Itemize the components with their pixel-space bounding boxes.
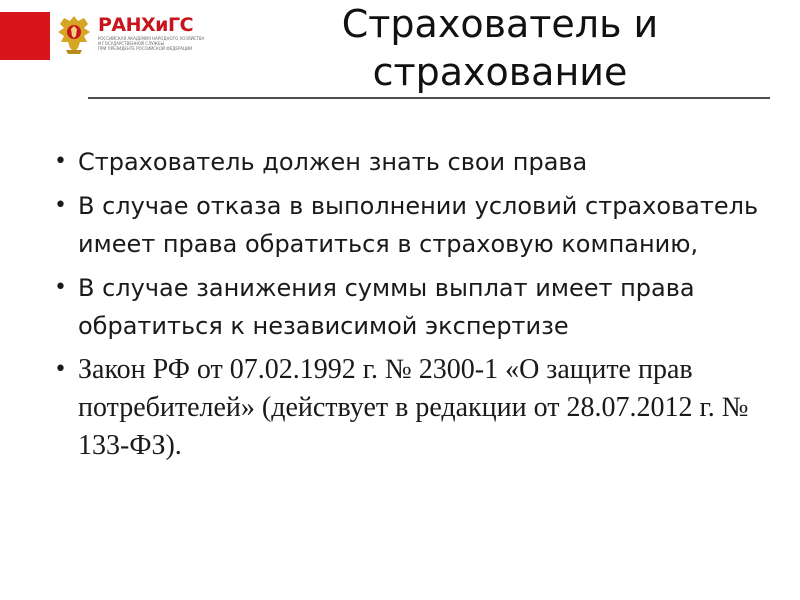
bullet-dot: • — [54, 193, 67, 218]
bullet-item — [54, 269, 774, 345]
logo-name: РАНХиГС — [98, 14, 194, 36]
eagle-emblem-icon — [54, 12, 94, 56]
logo-subtitle-line: ПРИ ПРЕЗИДЕНТЕ РОССИЙСКОЙ ФЕДЕРАЦИИ — [98, 46, 193, 51]
bullet-item — [54, 351, 774, 465]
logo-subtitle-line: И ГОСУДАРСТВЕННОЙ СЛУЖБЫ — [98, 41, 165, 46]
logo-subtitle-line: РОССИЙСКАЯ АКАДЕМИЯ НАРОДНОГО ХОЗЯЙСТВА — [98, 36, 205, 41]
title-line: страхование — [372, 50, 628, 94]
title-underline — [88, 97, 770, 99]
logo — [98, 14, 208, 51]
red-accent-bar — [0, 12, 50, 60]
title-line: Страхователь и — [341, 2, 659, 46]
bullet-text: Страхователь должен знать свои права — [78, 148, 588, 176]
bullet-text: Закон РФ от 07.02.1992 г. № 2300-1 «О защите прав потребителей» (действует в редакции от 28.07.2012 г. № 133-ФЗ). — [78, 354, 749, 461]
bullet-item — [54, 143, 774, 181]
bullet-text: В случае занижения суммы выплат имеет права обратиться к независимой экспертизе — [78, 274, 695, 340]
bullet-list — [54, 143, 774, 465]
bullet-dot: • — [54, 357, 67, 382]
bullet-dot: • — [54, 149, 67, 174]
bullet-dot: • — [54, 275, 67, 300]
bullet-item — [54, 187, 774, 263]
slide-title — [250, 0, 750, 96]
bullet-text: В случае отказа в выполнении условий страхователь имеет права обратиться в страховую компанию, — [78, 192, 759, 258]
